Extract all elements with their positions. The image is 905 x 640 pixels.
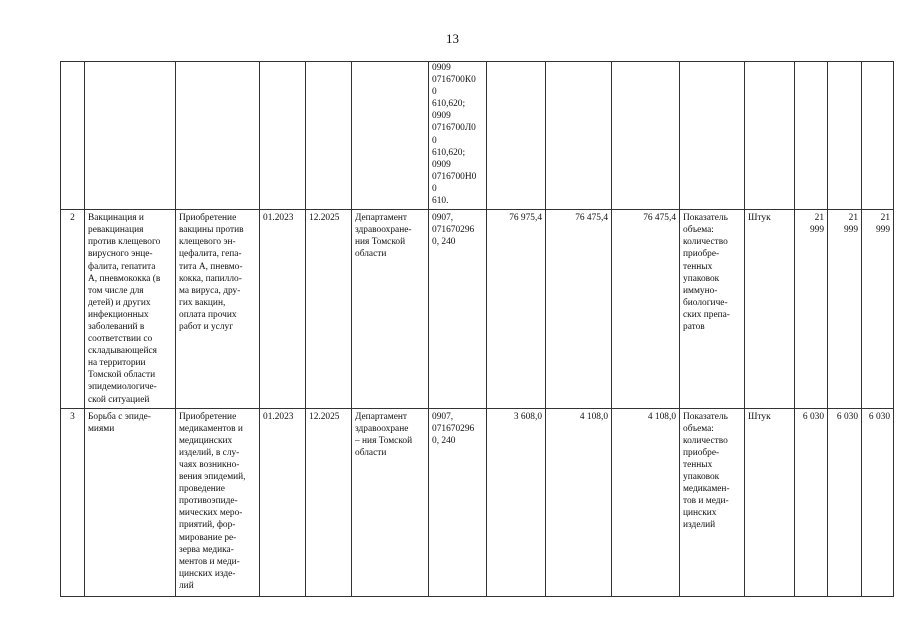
cell-unit: Штук — [745, 408, 795, 596]
cell-start: 01.2023 — [260, 210, 306, 409]
cell-v3: 6 030 — [862, 408, 894, 596]
cell-v1: 6 030 — [795, 408, 828, 596]
cell-amount3: 76 475,4 — [612, 210, 680, 409]
cell-amount2: 4 108,0 — [546, 408, 612, 596]
cell-amount3: 4 108,0 — [612, 408, 680, 596]
cell-name: Борьба с эпиде- миями — [85, 408, 176, 596]
cell-kbk: 0907, 071670296 0, 240 — [429, 210, 487, 409]
cell-name — [85, 62, 176, 210]
cell-amount1 — [487, 62, 546, 210]
cell-v3 — [862, 62, 894, 210]
cell-executor: Департамент здравоохране- ния Томской области — [352, 210, 429, 409]
cell-kbk: 0907, 071670296 0, 240 — [429, 408, 487, 596]
cell-v3: 21 999 — [862, 210, 894, 409]
cell-start — [260, 62, 306, 210]
cell-v2 — [828, 62, 862, 210]
cell-v1: 21 999 — [795, 210, 828, 409]
cell-num — [61, 62, 85, 210]
cell-indicator — [680, 62, 745, 210]
table-row-continuation — [61, 62, 894, 210]
cell-end: 12.2025 — [306, 210, 352, 409]
cell-executor: Департамент здравоохране – ния Томской области — [352, 408, 429, 596]
cell-end — [306, 62, 352, 210]
cell-num: 2 — [61, 210, 85, 409]
cell-description: Приобретение вакцины против клещевого эн- цефалита, гепа- тита А, пневмо- кокка, папилло- ма вируса, дру- гих вакцин, оплата прочих работ и услуг — [176, 210, 260, 409]
table-row — [61, 408, 894, 596]
cell-amount2 — [546, 62, 612, 210]
cell-num: 3 — [61, 408, 85, 596]
cell-start: 01.2023 — [260, 408, 306, 596]
cell-v2: 6 030 — [828, 408, 862, 596]
table-row — [61, 210, 894, 409]
cell-unit: Штук — [745, 210, 795, 409]
program-table — [60, 61, 894, 597]
cell-kbk: 0909 0716700К0 0 610,620; 0909 0716700Л0 0 610,620; 0909 0716700Н0 0 610. — [429, 62, 487, 210]
page-number: 13 — [446, 31, 459, 46]
cell-description — [176, 62, 260, 210]
cell-executor — [352, 62, 429, 210]
cell-name: Вакцинация и ревакцинация против клещевого вирусного энце- фалита, гепатита А, пневмококка (в том числе для детей) и других инфекционных заболеваний в соответствии со складывающейся на территории Томской области эпидемиологиче- ской ситуацией — [85, 210, 176, 409]
cell-indicator: Показатель объема: количество приобре- тенных упаковок медикамен- тов и меди- цинских изделий — [680, 408, 745, 596]
cell-v1 — [795, 62, 828, 210]
cell-amount3 — [612, 62, 680, 210]
cell-amount1: 76 975,4 — [487, 210, 546, 409]
cell-amount2: 76 475,4 — [546, 210, 612, 409]
cell-v2: 21 999 — [828, 210, 862, 409]
cell-indicator: Показатель объема: количество приобре- тенных упаковок иммуно- биологиче- ских препа- ратов — [680, 210, 745, 409]
cell-end: 12.2025 — [306, 408, 352, 596]
cell-amount1: 3 608,0 — [487, 408, 546, 596]
cell-unit — [745, 62, 795, 210]
cell-description: Приобретение медикаментов и медицинских изделий, в слу- чаях возникно- вения эпидемий, проведение противоэпиде- мических меро- приятий, фор- мирование ре- зерва медика- ментов и меди- цинских изде- лий — [176, 408, 260, 596]
